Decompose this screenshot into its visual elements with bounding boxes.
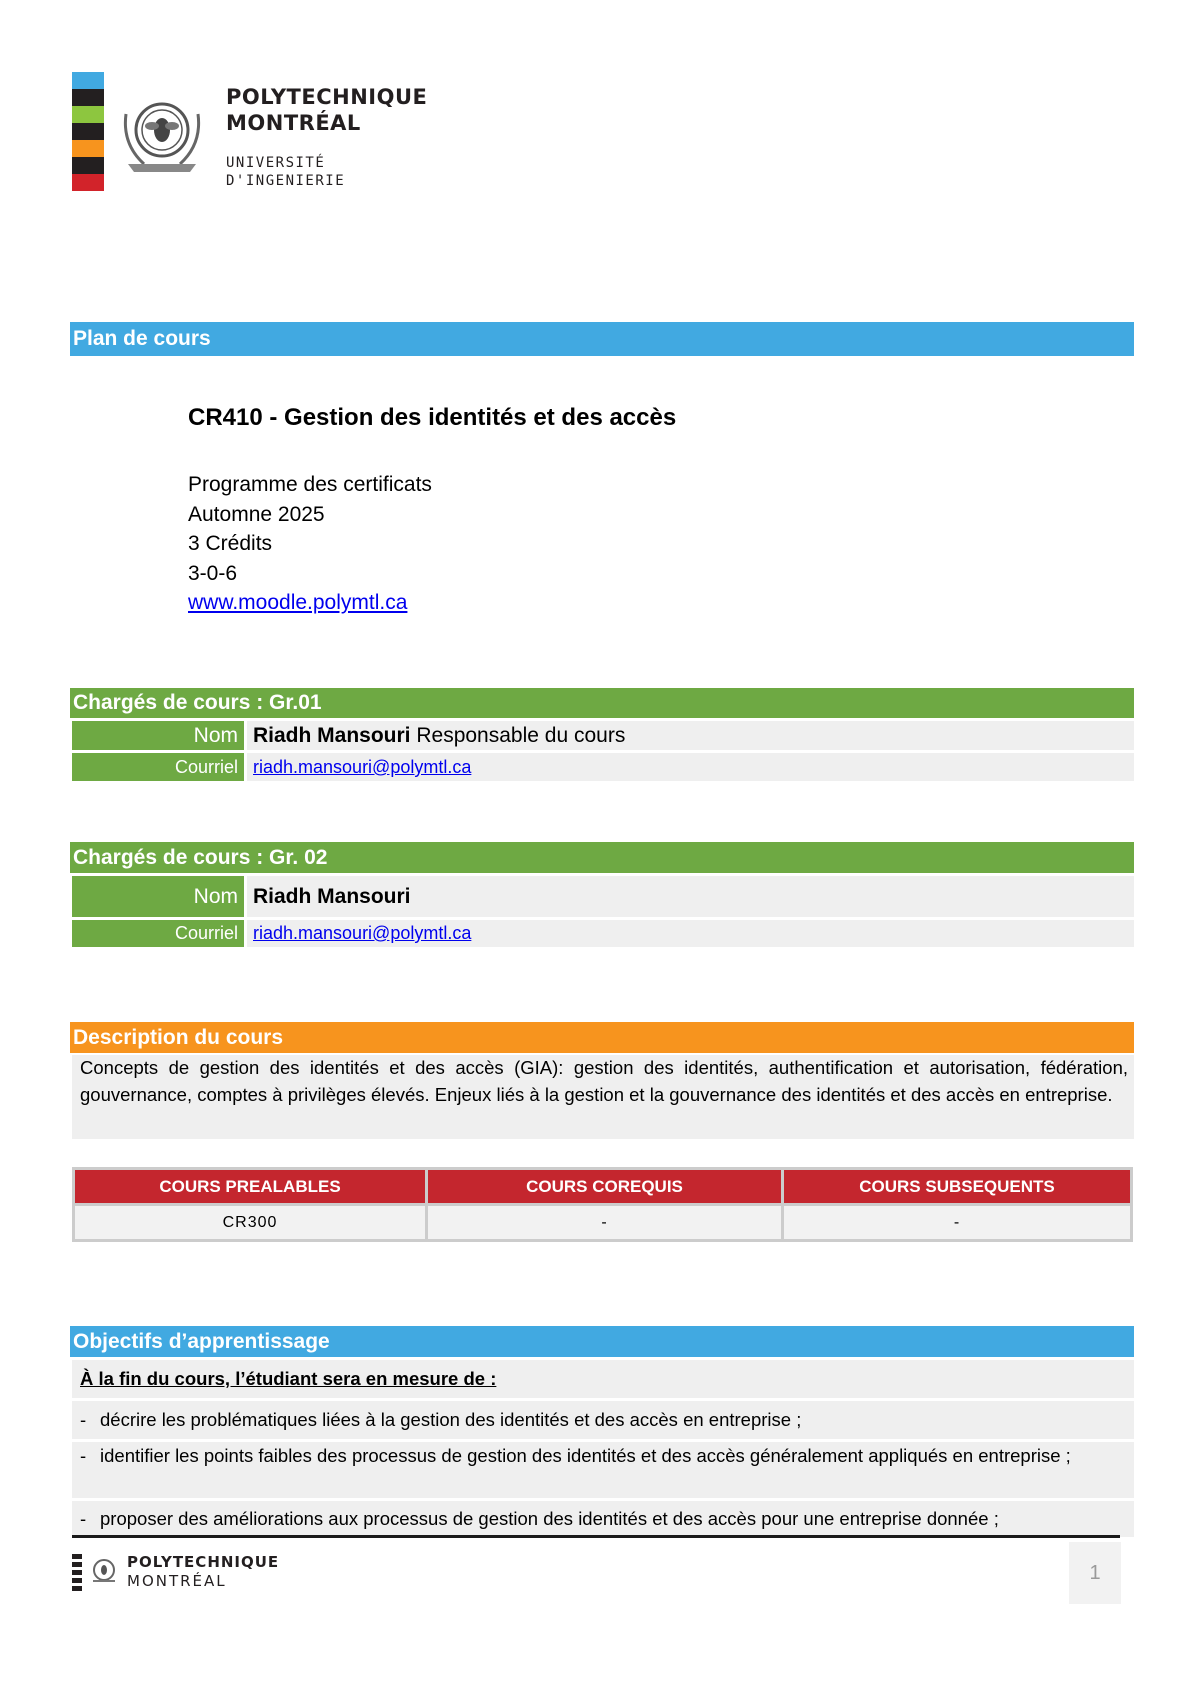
logo-name-line1: POLYTECHNIQUE	[226, 85, 428, 109]
logo-tagline	[226, 154, 345, 190]
group2-header: Chargés de cours : Gr. 02	[73, 846, 328, 869]
group1-instructor-name: Riadh Mansouri	[253, 724, 411, 747]
objective-item	[72, 1501, 1134, 1537]
description-header-bar	[70, 1022, 1134, 1053]
group2-name-value	[247, 876, 1134, 917]
objective-item-text: décrire les problématiques liées à la gestion des identités et des accès en entreprise ;	[100, 1409, 802, 1430]
footer-logo-bars	[72, 1554, 82, 1594]
group1-instructor-role: Responsable du cours	[410, 724, 626, 747]
course-info	[188, 470, 432, 618]
group2-name-row	[72, 876, 1134, 917]
group1-email-label: Courriel	[72, 753, 244, 781]
group1-email-row	[72, 753, 1134, 781]
table-cell-prealables: CR300	[75, 1206, 425, 1239]
group1-name-label: Nom	[72, 721, 244, 750]
objective-item-text: identifier les points faibles des processus de gestion des identités et des accès généralement appliqués en entreprise ;	[100, 1445, 1071, 1466]
description-text: Concepts de gestion des identités et des accès (GIA): gestion des identités, authentification et autorisation, fédération, gouvernance, comptes à privilèges élevés. Enjeux liés à la gestion et la gouvernance des identités et des accès en entreprise.	[72, 1055, 1134, 1139]
group1-header-bar	[70, 688, 1134, 718]
logo-name	[226, 84, 427, 136]
group2-instructor-name: Riadh Mansouri	[253, 885, 411, 908]
objective-item	[72, 1442, 1134, 1498]
group2-name-label: Nom	[72, 876, 244, 917]
group2-header-bar	[70, 842, 1134, 873]
course-session: Automne 2025	[188, 502, 325, 526]
objective-item-text: proposer des améliorations aux processus de gestion des identités et des accès pour une entreprise donnée ;	[100, 1508, 999, 1529]
table-cell-subsequents: -	[784, 1206, 1130, 1239]
list-bullet: -	[80, 1409, 87, 1430]
group1-header: Chargés de cours : Gr.01	[73, 691, 322, 714]
university-seal-icon	[114, 84, 210, 180]
group2-email-value	[247, 920, 1134, 947]
course-title: CR410 - Gestion des identités et des accès	[188, 404, 677, 431]
group1-email-value	[247, 753, 1134, 781]
prerequisites-table	[72, 1167, 1133, 1242]
plan-header: Plan de cours	[73, 327, 211, 350]
page-number: 1	[1069, 1542, 1121, 1604]
course-hours: 3-0-6	[188, 561, 238, 585]
logo-color-bars	[72, 72, 104, 191]
group2-email-link[interactable]: riadh.mansouri@polymtl.ca	[253, 923, 472, 943]
group1-email-link[interactable]: riadh.mansouri@polymtl.ca	[253, 757, 472, 777]
group2-email-row	[72, 920, 1134, 947]
group1-name-row	[72, 721, 1134, 750]
logo-name-line2: MONTRÉAL	[226, 111, 361, 135]
logo-tagline-line2: D'INGENIERIE	[226, 173, 346, 189]
footer-logo-name	[127, 1553, 279, 1591]
footer-name-line1: POLYTECHNIQUE	[127, 1553, 280, 1571]
objectives-intro: À la fin du cours, l’étudiant sera en mesure de :	[72, 1360, 1134, 1398]
course-website-link[interactable]: www.moodle.polymtl.ca	[188, 591, 408, 614]
group2-email-label: Courriel	[72, 920, 244, 947]
objectives-header-bar	[70, 1326, 1134, 1357]
plan-header-bar	[70, 322, 1134, 356]
logo-tagline-line1: UNIVERSITÉ	[226, 155, 326, 171]
list-bullet: -	[80, 1508, 87, 1529]
course-program: Programme des certificats	[188, 473, 432, 496]
footer-name-line2: MONTRÉAL	[127, 1572, 227, 1590]
table-cell-corequis: -	[428, 1206, 781, 1239]
footer-seal-icon	[88, 1555, 120, 1587]
objective-item	[72, 1401, 1134, 1439]
group1-name-value	[247, 721, 1134, 750]
course-credits: 3 Crédits	[188, 532, 273, 555]
objectives-header: Objectifs d’apprentissage	[73, 1330, 330, 1353]
list-bullet: -	[80, 1445, 87, 1466]
table-header-prealables: COURS PREALABLES	[75, 1170, 425, 1203]
description-header: Description du cours	[73, 1026, 284, 1049]
footer-divider	[72, 1535, 1120, 1538]
table-header-subsequents: COURS SUBSEQUENTS	[784, 1170, 1130, 1203]
table-header-corequis: COURS COREQUIS	[428, 1170, 781, 1203]
